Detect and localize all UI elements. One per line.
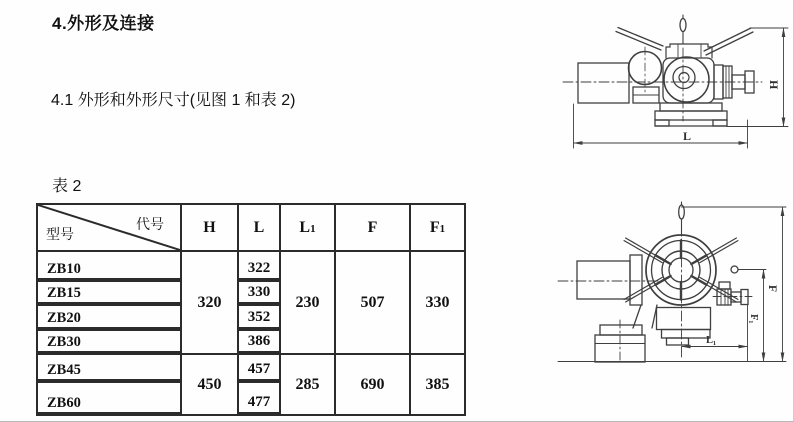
position-pointer	[680, 15, 686, 44]
value-H-group2: 450	[181, 354, 238, 415]
dim-label-L1: L₁	[706, 335, 717, 346]
dimension-L1	[682, 305, 748, 362]
mounting-base	[655, 103, 727, 126]
value-L: 457	[238, 354, 280, 382]
dimension-table	[36, 203, 466, 416]
figure-actuator-side-view	[550, 5, 794, 155]
value-L: 477	[238, 382, 280, 415]
value-L: 386	[238, 330, 280, 354]
column-header-L: L	[238, 204, 280, 251]
value-L: 330	[238, 281, 280, 305]
dimension-H	[727, 28, 788, 127]
table-row	[37, 251, 465, 281]
handwheel-spokes	[656, 241, 707, 300]
table-caption: 表 2	[52, 178, 82, 195]
table-header-row	[37, 204, 465, 251]
value-L: 322	[238, 251, 280, 281]
model-cell: ZB30	[37, 330, 181, 354]
handwheel-edge-on	[616, 28, 753, 56]
value-F-group2: 690	[335, 354, 410, 415]
column-header-H: H	[181, 204, 238, 251]
dim-label-L: L	[683, 129, 692, 143]
figure-actuator-front-view	[550, 195, 794, 375]
table-row	[37, 354, 465, 382]
model-cell: ZB15	[37, 281, 181, 305]
value-L1-group1: 230	[280, 251, 335, 354]
column-header-F1: F1	[410, 204, 465, 251]
value-F1-group2: 385	[410, 354, 465, 415]
column-header-F: F	[335, 204, 410, 251]
model-cell: ZB45	[37, 354, 181, 382]
dim-label-F1: F₁	[748, 314, 759, 324]
dim-label-F: F	[766, 285, 778, 293]
value-L: 352	[238, 305, 280, 330]
dimension-F1	[738, 270, 766, 362]
model-cell: ZB10	[37, 251, 181, 281]
motor-cylinder	[578, 63, 629, 103]
value-H-group1: 320	[181, 251, 238, 354]
corner-col-axis-label: 代号	[136, 218, 164, 233]
gear-body	[663, 44, 714, 103]
column-header-L1: L1	[280, 204, 335, 251]
corner-row-axis-label: 型号	[46, 228, 74, 243]
model-cell: ZB60	[37, 382, 181, 415]
value-F1-group1: 330	[410, 251, 465, 354]
dim-label-H: H	[767, 80, 781, 90]
value-F-group1: 507	[335, 251, 410, 354]
subsection-heading: 4.1 外形和外形尺寸(见图 1 和表 2)	[51, 92, 296, 109]
value-L1-group2: 285	[280, 354, 335, 415]
table-corner-cell	[37, 204, 181, 251]
model-cell: ZB20	[37, 305, 181, 330]
section-heading: 4.外形及连接	[52, 14, 155, 33]
